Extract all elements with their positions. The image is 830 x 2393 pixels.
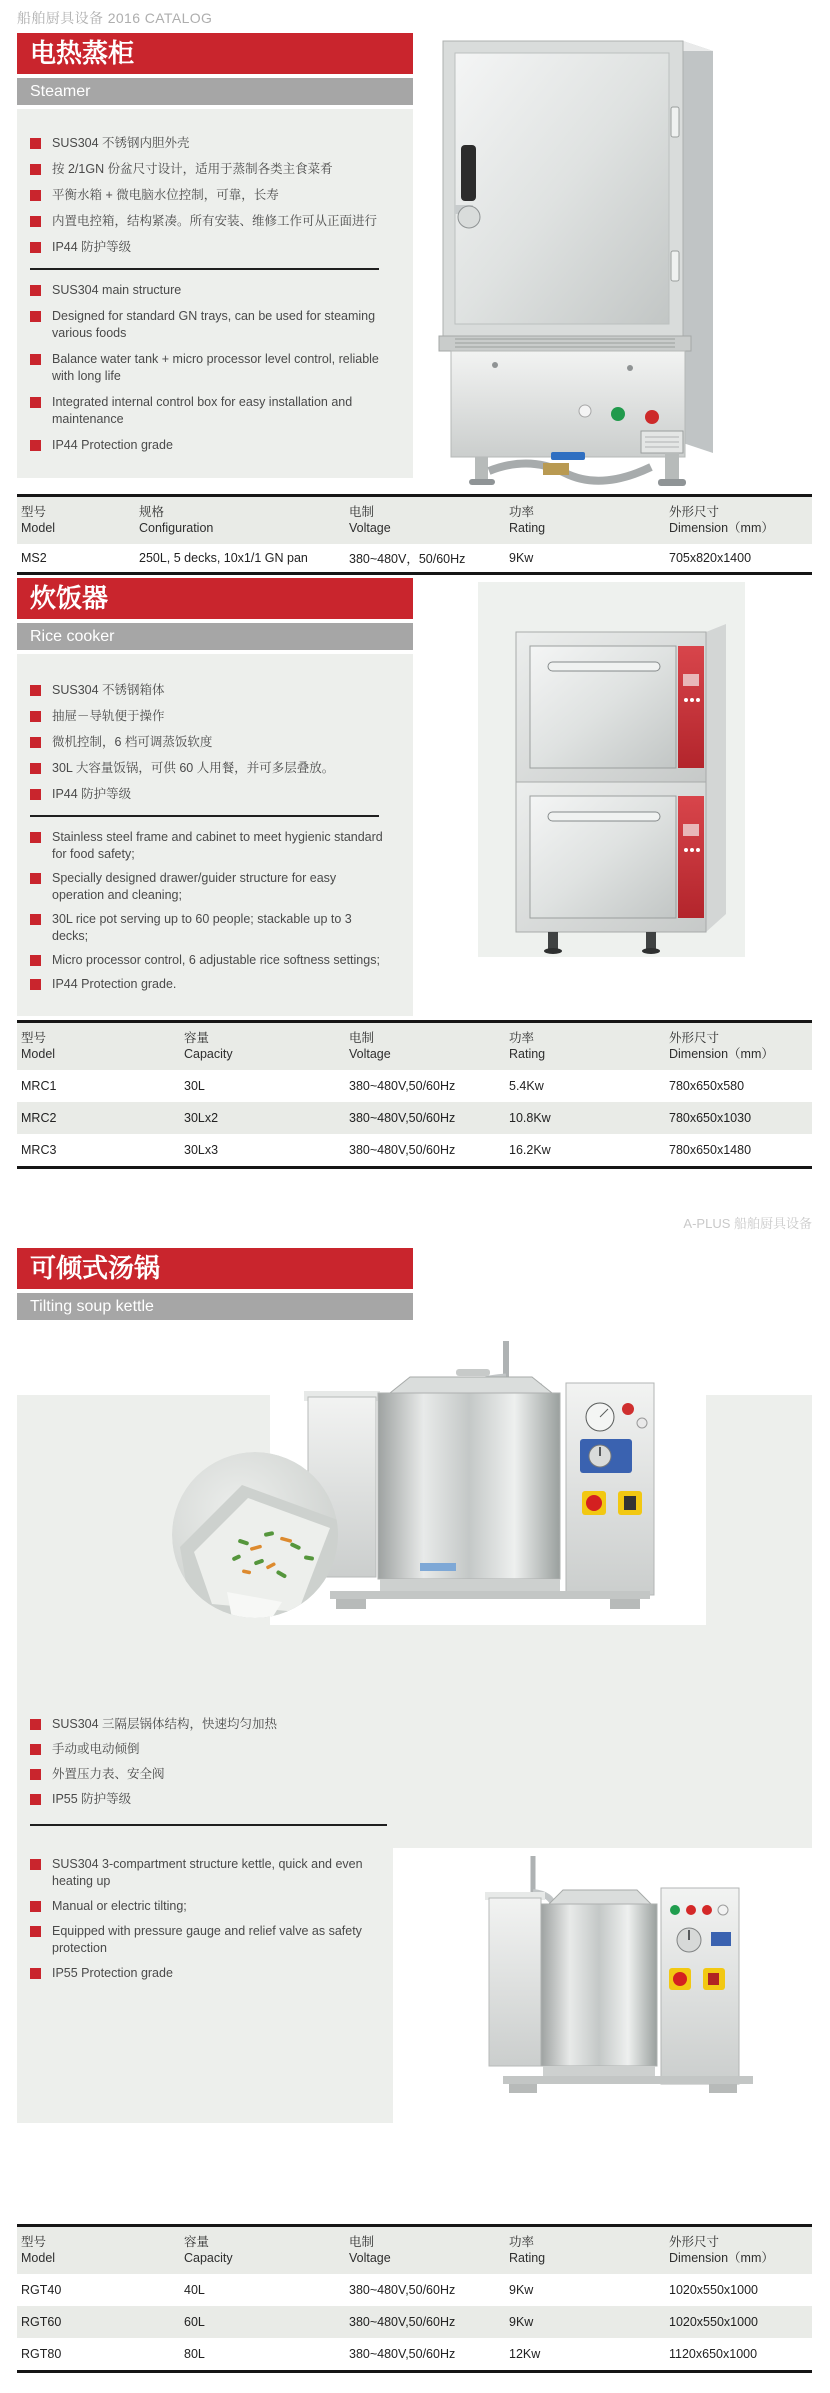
feature-text: 平衡水箱 + 微电脑水位控制，可靠，长寿 <box>52 188 279 202</box>
table-cell: MRC2 <box>17 1102 180 1134</box>
table-cell: 30Lx2 <box>180 1102 345 1134</box>
table-cell: 60L <box>180 2306 345 2338</box>
table-cell: 380~480V,50/60Hz <box>345 1134 505 1168</box>
bullet-square-icon <box>30 397 41 408</box>
column-header: 功率 Rating <box>505 496 665 544</box>
feature-text: 按 2/1GN 份盆尺寸设计，适用于蒸制各类主食菜肴 <box>52 162 333 176</box>
feature-item <box>30 239 389 256</box>
section-title-en: Tilting soup kettle <box>17 1293 413 1320</box>
column-header: 电制 Voltage <box>345 496 505 544</box>
spec-table <box>17 2224 812 2373</box>
table-row <box>17 544 812 574</box>
column-header: 容量 Capacity <box>180 1022 345 1070</box>
bullet-square-icon <box>30 832 41 843</box>
feature-text: Designed for standard GN trays, can be used for steaming various foods <box>52 309 376 340</box>
table-cell: RGT40 <box>17 2274 180 2306</box>
feature-text: SUS304 不锈钢内胆外壳 <box>52 136 190 150</box>
table-cell: 80L <box>180 2338 345 2372</box>
column-header: 外形尺寸 Dimension（mm） <box>665 1022 812 1070</box>
feature-text: IP55 防护等级 <box>52 1792 132 1806</box>
column-header: 型号 Model <box>17 2226 180 2274</box>
table-row <box>17 2306 812 2338</box>
feature-item <box>30 1791 402 1808</box>
table-row <box>17 2274 812 2306</box>
table-cell: 380~480V,50/60Hz <box>345 2338 505 2372</box>
feature-item <box>30 734 389 751</box>
feature-text: SUS304 三隔层锅体结构，快速均匀加热 <box>52 1717 278 1731</box>
steamer-photo <box>425 33 720 488</box>
column-header: 型号 Model <box>17 496 135 544</box>
feature-list-zh <box>30 1716 402 1816</box>
feature-text: IP44 Protection grade <box>52 438 173 452</box>
table-row <box>17 1134 812 1168</box>
soup-closeup-photo <box>172 1452 338 1618</box>
feature-text: Balance water tank + micro processor level control, reliable with long life <box>52 352 379 383</box>
brand-watermark: A-PLUS 船舶厨具设备 <box>683 1216 812 1231</box>
white-button-icon <box>718 1905 728 1915</box>
red-button-icon <box>702 1905 712 1915</box>
feature-list-en <box>30 1856 402 1990</box>
table-cell: 30Lx3 <box>180 1134 345 1168</box>
tilting-kettle-photo-2 <box>393 1848 812 2123</box>
feature-panel <box>17 654 413 1016</box>
section-title-en: Steamer <box>17 78 413 105</box>
feature-item <box>30 1856 402 1890</box>
section-title-en: Rice cooker <box>17 623 413 650</box>
table-cell: 9Kw <box>505 2306 665 2338</box>
feature-list-en <box>30 282 389 454</box>
spec-table <box>17 1020 812 1169</box>
bullet-square-icon <box>30 1968 41 1979</box>
power-switch-icon <box>708 1973 719 1985</box>
feature-text: 抽屉－导轨便于操作 <box>52 709 165 723</box>
power-lamp-icon <box>579 405 591 417</box>
table-row <box>17 1070 812 1102</box>
red-indicator-icon <box>622 1403 634 1415</box>
table-cell: MRC1 <box>17 1070 180 1102</box>
bullet-square-icon <box>30 138 41 149</box>
bullet-square-icon <box>30 311 41 322</box>
bullet-square-icon <box>30 1926 41 1937</box>
bullet-square-icon <box>30 711 41 722</box>
feature-text: Specially designed drawer/guider structure for easy operation and cleaning; <box>52 871 337 902</box>
lid-handle-icon <box>456 1369 490 1376</box>
feature-item <box>30 870 389 904</box>
feature-text: 内置电控箱，结构紧凑。所有安装、维修工作可从正面进行 <box>52 214 378 228</box>
feature-text: 30L 大容量饭锅，可供 60 人用餐，并可多层叠放。 <box>52 761 335 775</box>
divider-line <box>30 268 379 270</box>
feature-text: Manual or electric tilting; <box>52 1899 187 1913</box>
rice-cooker-photo <box>478 582 745 957</box>
green-button-icon <box>670 1905 680 1915</box>
drawer-handle-icon <box>548 812 660 821</box>
table-row <box>17 1102 812 1134</box>
feature-text: IP44 防护等级 <box>52 240 132 254</box>
column-header: 容量 Capacity <box>180 2226 345 2274</box>
table-cell: 380~480V，50/60Hz <box>345 544 505 574</box>
catalog-header-text: 船舶厨具设备 2016 CATALOG <box>17 10 213 26</box>
emergency-stop-icon <box>673 1972 687 1986</box>
feature-list-zh <box>30 682 389 803</box>
table-cell: 9Kw <box>505 544 665 574</box>
feature-text: Equipped with pressure gauge and relief valve as safety protection <box>52 1924 362 1955</box>
bullet-square-icon <box>30 354 41 365</box>
bullet-square-icon <box>30 737 41 748</box>
feature-text: Micro processor control, 6 adjustable rice softness settings; <box>52 953 380 967</box>
feature-item <box>30 952 389 969</box>
feature-item <box>30 187 389 204</box>
table-cell: 30L <box>180 1070 345 1102</box>
table-cell: 1020x550x1000 <box>665 2306 812 2338</box>
red-button-icon <box>686 1905 696 1915</box>
feature-item <box>30 135 389 152</box>
control-strip-icon <box>678 796 704 918</box>
table-row <box>17 2338 812 2372</box>
table-cell: 780x650x580 <box>665 1070 812 1102</box>
bullet-square-icon <box>30 164 41 175</box>
feature-item <box>30 708 389 725</box>
red-button-icon <box>645 410 659 424</box>
table-cell: 705x820x1400 <box>665 544 812 574</box>
table-cell: 1020x550x1000 <box>665 2274 812 2306</box>
feature-text: SUS304 不锈钢箱体 <box>52 683 165 697</box>
feature-item <box>30 308 389 342</box>
emergency-stop-icon <box>586 1495 602 1511</box>
feature-text: 微机控制，6 档可调蒸饭软度 <box>52 735 213 749</box>
feature-item <box>30 282 389 299</box>
feature-item <box>30 437 389 454</box>
table-cell: RGT80 <box>17 2338 180 2372</box>
bullet-square-icon <box>30 789 41 800</box>
table-cell: 9Kw <box>505 2274 665 2306</box>
bullet-square-icon <box>30 242 41 253</box>
feature-item <box>30 1965 402 1982</box>
bullet-square-icon <box>30 1719 41 1730</box>
drawer-handle-icon <box>548 662 660 671</box>
bullet-square-icon <box>30 190 41 201</box>
feature-panel <box>17 109 413 478</box>
tilting-kettle-photo-1 <box>270 1335 706 1625</box>
table-cell: 380~480V,50/60Hz <box>345 1070 505 1102</box>
bullet-square-icon <box>30 285 41 296</box>
control-strip-icon <box>678 646 704 768</box>
bullet-square-icon <box>30 216 41 227</box>
table-cell: 380~480V,50/60Hz <box>345 2274 505 2306</box>
feature-item <box>30 1716 402 1733</box>
section-title-zh: 炊饭器 <box>17 578 413 619</box>
bullet-square-icon <box>30 979 41 990</box>
feature-list-zh <box>30 135 389 256</box>
feature-item <box>30 682 389 699</box>
table-cell: 5.4Kw <box>505 1070 665 1102</box>
brass-fitting-icon <box>543 463 569 475</box>
feature-text: IP44 Protection grade. <box>52 977 177 991</box>
feature-item <box>30 1766 402 1783</box>
table-cell: 780x650x1030 <box>665 1102 812 1134</box>
feature-item <box>30 976 389 993</box>
bullet-square-icon <box>30 440 41 451</box>
table-cell: MRC3 <box>17 1134 180 1168</box>
bullet-square-icon <box>30 763 41 774</box>
feature-text: 手动或电动倾倒 <box>52 1742 140 1756</box>
column-header: 外形尺寸 Dimension（mm） <box>665 2226 812 2274</box>
table-cell: RGT60 <box>17 2306 180 2338</box>
feature-text: SUS304 3-compartment structure kettle, quick and even heating up <box>52 1857 363 1888</box>
bullet-square-icon <box>30 873 41 884</box>
table-cell: 16.2Kw <box>505 1134 665 1168</box>
column-header: 功率 Rating <box>505 1022 665 1070</box>
feature-text: SUS304 main structure <box>52 283 182 297</box>
section-title-zh: 可倾式汤锅 <box>17 1248 413 1289</box>
feature-item <box>30 1898 402 1915</box>
bullet-square-icon <box>30 1769 41 1780</box>
feature-text: 30L rice pot serving up to 60 people; stackable up to 3 decks; <box>52 912 352 943</box>
bullet-square-icon <box>30 1744 41 1755</box>
feature-text: IP44 防护等级 <box>52 787 132 801</box>
column-header: 规格 Configuration <box>135 496 345 544</box>
valve-handle-icon <box>551 452 585 460</box>
feature-item <box>30 351 389 385</box>
feature-text: Stainless steel frame and cabinet to meet hygienic standard for food safety; <box>52 830 383 861</box>
table-cell: 40L <box>180 2274 345 2306</box>
feature-item <box>30 1741 402 1758</box>
feature-text: IP55 Protection grade <box>52 1966 173 1980</box>
green-button-icon <box>611 407 625 421</box>
bullet-square-icon <box>30 1901 41 1912</box>
table-cell: 780x650x1480 <box>665 1134 812 1168</box>
divider-line <box>30 815 379 817</box>
feature-item <box>30 760 389 777</box>
bullet-square-icon <box>30 685 41 696</box>
table-cell: 10.8Kw <box>505 1102 665 1134</box>
table-cell: 1120x650x1000 <box>665 2338 812 2372</box>
table-cell: 12Kw <box>505 2338 665 2372</box>
feature-list-en <box>30 829 389 993</box>
power-switch-icon <box>624 1496 636 1510</box>
door-handle-icon <box>461 145 476 201</box>
section-title-zh: 电热蒸柜 <box>17 33 413 74</box>
feature-text: Integrated internal control box for easy installation and maintenance <box>52 395 353 426</box>
feature-item <box>30 911 389 945</box>
feature-item <box>30 829 389 863</box>
column-header: 外形尺寸 Dimension（mm） <box>665 496 812 544</box>
feature-item <box>30 394 389 428</box>
bullet-square-icon <box>30 1794 41 1805</box>
feature-item <box>30 786 389 803</box>
column-header: 电制 Voltage <box>345 2226 505 2274</box>
table-cell: 380~480V,50/60Hz <box>345 2306 505 2338</box>
divider-line <box>30 1824 387 1826</box>
label-plate-icon <box>711 1932 731 1946</box>
feature-item <box>30 161 389 178</box>
table-cell: 250L, 5 decks, 10x1/1 GN pan <box>135 544 345 574</box>
feature-text: 外置压力表、安全阀 <box>52 1767 165 1781</box>
bullet-square-icon <box>30 914 41 925</box>
column-header: 电制 Voltage <box>345 1022 505 1070</box>
feature-item <box>30 1923 402 1957</box>
column-header: 功率 Rating <box>505 2226 665 2274</box>
feature-item <box>30 213 389 230</box>
table-cell: MS2 <box>17 544 135 574</box>
bullet-square-icon <box>30 1859 41 1870</box>
bullet-square-icon <box>30 955 41 966</box>
spec-table <box>17 494 812 575</box>
column-header: 型号 Model <box>17 1022 180 1070</box>
table-cell: 380~480V,50/60Hz <box>345 1102 505 1134</box>
